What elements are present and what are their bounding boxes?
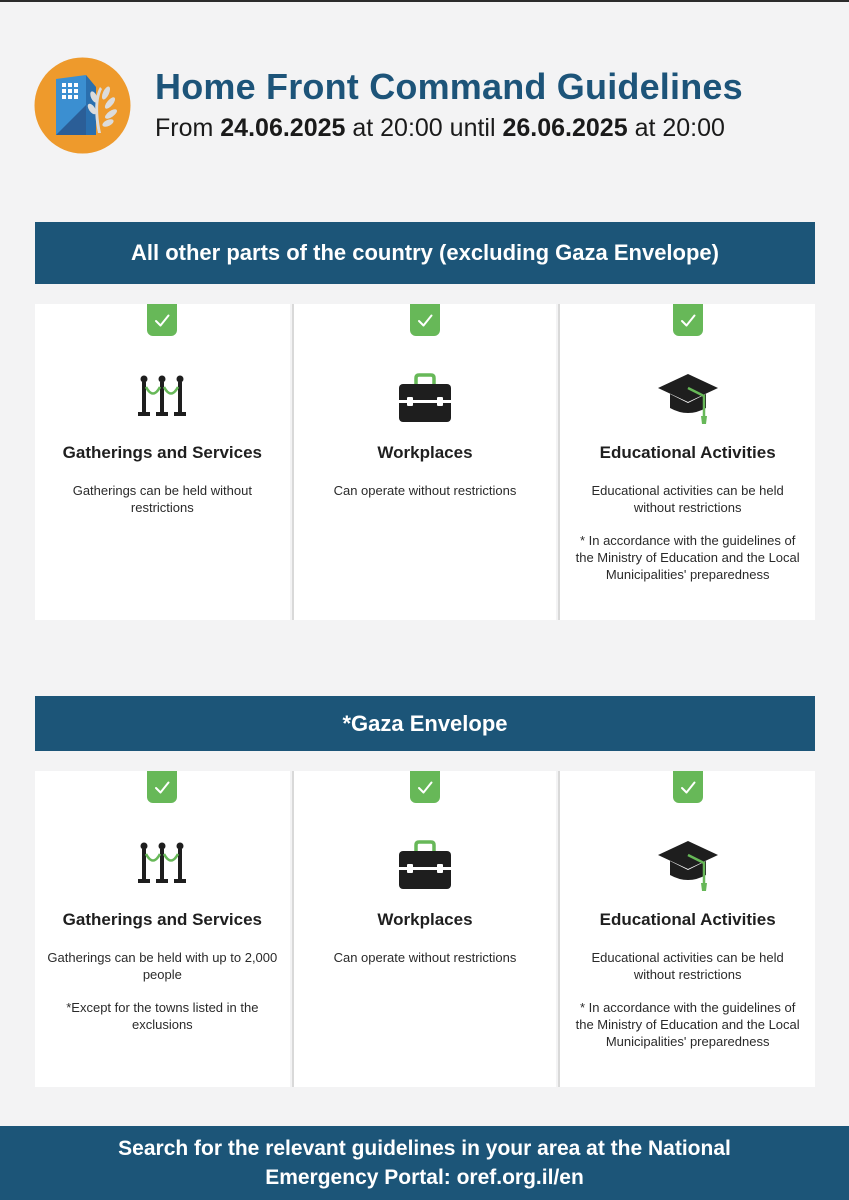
section-cards-other-parts: [35, 304, 815, 620]
at-label-2: at 20:00: [634, 114, 725, 142]
card-gatherings: [35, 304, 290, 620]
check-icon: [410, 771, 440, 803]
card-title: Workplaces: [377, 910, 473, 929]
card-text: Can operate without restrictions: [333, 950, 517, 965]
stanchion-rope-icon: [130, 837, 194, 893]
section-header-other-parts: All other parts of the country (excluding Gaza Envelope): [35, 222, 815, 284]
check-icon: [673, 304, 703, 336]
briefcase-icon: [393, 837, 457, 893]
card-gatherings: [35, 771, 290, 1087]
footer-line-1: Search for the relevant guidelines in your area at the National: [118, 1137, 731, 1160]
card-note: * In accordance with the guidelines of the Ministry of Education and the Local Municipalities' preparedness: [575, 1000, 800, 1049]
card-note: * In accordance with the guidelines of the Ministry of Education and the Local Municipalities' preparedness: [575, 533, 800, 582]
card-text: Gatherings can be held without restrictions: [72, 483, 252, 515]
start-date: 24.06.2025: [220, 114, 346, 142]
check-icon: [673, 771, 703, 803]
graduation-cap-icon: [656, 370, 720, 426]
card-educational: [560, 304, 815, 620]
stanchion-rope-icon: [130, 370, 194, 426]
card-title: Educational Activities: [599, 910, 776, 929]
section-header-gaza-envelope: *Gaza Envelope: [35, 696, 815, 751]
at-label-1: at 20:00 until: [352, 114, 496, 142]
footer-banner: [0, 1126, 849, 1200]
check-icon: [147, 304, 177, 336]
footer-portal-link[interactable]: Emergency Portal: oref.org.il/en: [265, 1166, 584, 1189]
from-label: From: [155, 114, 214, 142]
card-text: Can operate without restrictions: [333, 483, 517, 498]
date-range: [155, 114, 725, 143]
card-text: Educational activities can be held without restrictions: [591, 950, 784, 982]
top-border: [0, 0, 849, 2]
card-title: Workplaces: [377, 443, 473, 462]
card-title: Gatherings and Services: [62, 910, 263, 929]
card-workplaces: [294, 304, 557, 620]
page-title: Home Front Command Guidelines: [155, 66, 743, 107]
card-title: Gatherings and Services: [62, 443, 263, 462]
card-text: Gatherings can be held with up to 2,000 people: [47, 950, 278, 982]
briefcase-icon: [393, 370, 457, 426]
card-educational: [560, 771, 815, 1087]
home-front-command-logo-icon: [34, 57, 131, 154]
card-workplaces: [294, 771, 557, 1087]
card-text: Educational activities can be held without restrictions: [591, 483, 784, 515]
graduation-cap-icon: [656, 837, 720, 893]
card-note: *Except for the towns listed in the exclusions: [66, 1000, 259, 1032]
section-cards-gaza-envelope: [35, 771, 815, 1087]
card-title: Educational Activities: [599, 443, 776, 462]
check-icon: [410, 304, 440, 336]
check-icon: [147, 771, 177, 803]
end-date: 26.06.2025: [502, 114, 628, 142]
